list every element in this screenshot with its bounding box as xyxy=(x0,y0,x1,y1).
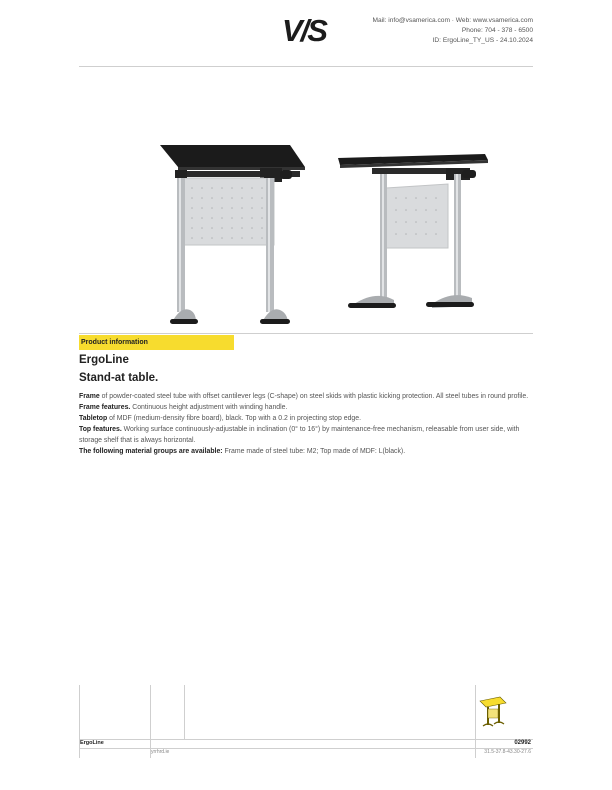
product-name-title: ErgoLine xyxy=(79,354,129,366)
footer-table xyxy=(79,685,533,758)
right-table-illustration xyxy=(338,154,488,308)
header-divider xyxy=(79,66,533,67)
description-top-features xyxy=(79,424,529,446)
description-text: Continuous height adjustment with winding handle. xyxy=(130,404,288,411)
description-term: Frame xyxy=(79,393,100,400)
document-id: ID: ErgoLine_TY_US - 24.10.2024 xyxy=(432,37,533,44)
description-text: of powder-coated steel tube with offset cantilever legs (C-shape) on steel skids with plastic kicking protection. All steel tubes in round profile. xyxy=(99,393,529,400)
contact-mail-web: Mail: info@vsamerica.com · Web: www.vsamerica.com xyxy=(372,17,533,24)
contact-phone: Phone: 704 - 378 - 6500 xyxy=(461,27,533,34)
product-subtitle: Stand-at table. xyxy=(79,372,159,384)
vs-logo: V/S xyxy=(282,13,326,48)
description-frame xyxy=(79,391,529,402)
product-information-label: Product information xyxy=(79,335,234,350)
section-divider xyxy=(79,333,533,334)
description-frame-features xyxy=(79,402,529,413)
footer-article-code: 02992 xyxy=(514,740,531,746)
footer-subtext: yrrhrd.ie xyxy=(151,749,170,755)
contact-info xyxy=(373,16,533,46)
product-description xyxy=(79,391,529,457)
description-text: Frame made of steel tube: M2; Top made of MDF: L(black). xyxy=(222,448,406,455)
footer-divider xyxy=(79,748,533,749)
description-text: of MDF (medium-density fibre board), black. Top with a 0.2 in projecting stop edge. xyxy=(107,415,362,422)
left-table-illustration xyxy=(160,145,305,324)
description-term: Tabletop xyxy=(79,415,108,422)
footer-divider xyxy=(79,739,533,740)
description-tabletop xyxy=(79,413,529,424)
footer-product-name: ErgoLine xyxy=(80,740,104,746)
description-material-groups xyxy=(79,446,529,457)
footer-dimensions: 31.5-37.8-43.30-27.6 xyxy=(484,749,531,755)
product-thumbnail-icon xyxy=(478,695,508,729)
footer-divider xyxy=(184,685,185,740)
description-text: Working surface continuously-adjustable in inclination (0° to 16°) by maintenance-free mechanism, releasable from user side, with storage shelf that is always horizontal. xyxy=(79,426,520,444)
product-image xyxy=(150,140,500,330)
description-term: Frame features. xyxy=(79,404,131,411)
description-term: The following material groups are available: xyxy=(79,448,223,455)
description-term: Top features. xyxy=(79,426,122,433)
